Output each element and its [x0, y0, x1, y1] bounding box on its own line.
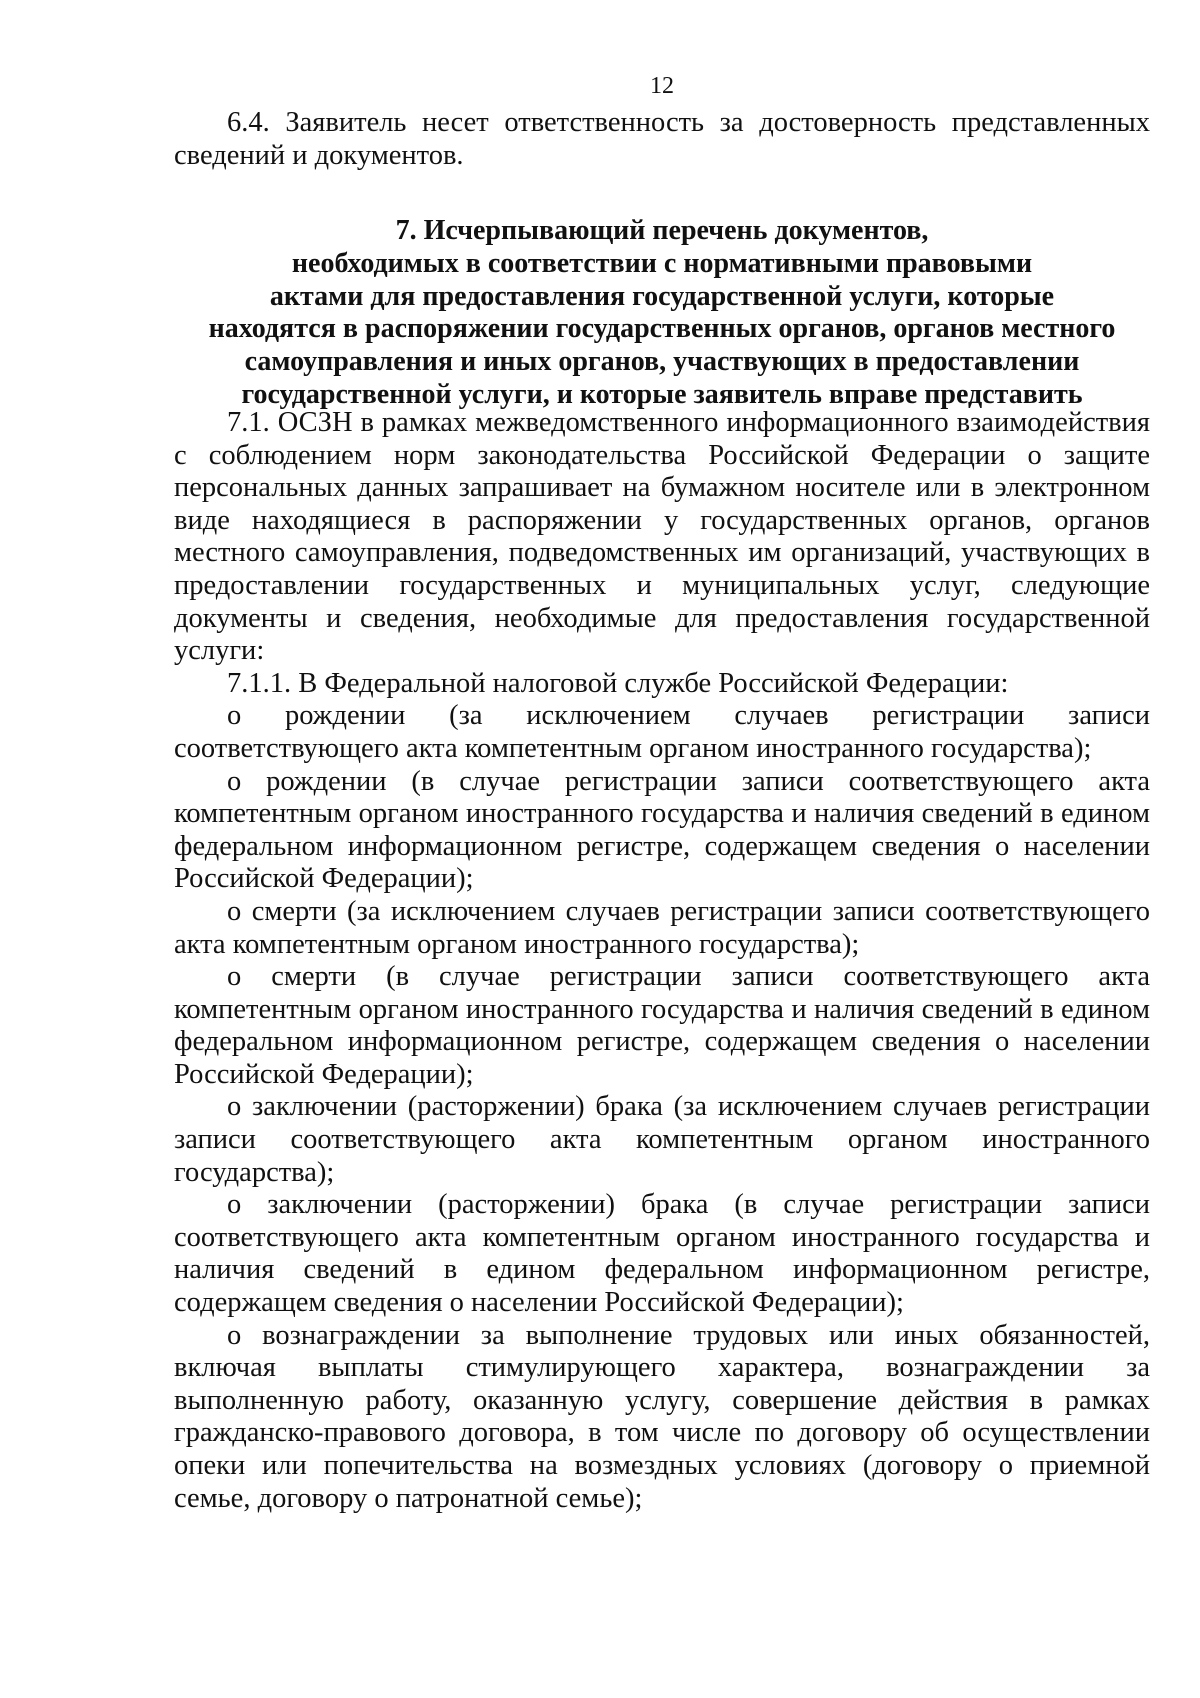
intro-paragraph: 6.4. Заявитель несет ответственность за достоверность представленных сведений и документов.: [174, 107, 1150, 171]
list-item-remuneration: о вознаграждении за выполнение трудовых или иных обязанностей, включая выплаты стимулирующего характера, вознаграждении за выполненную работу, оказанную услугу, совершение действия в рамках гражданско-правового договора, в том числе по договору об осуществлении опеки или попечительства на возмездных условиях (договору о приемной семье, договору о патронатной семье);: [174, 1319, 1150, 1514]
page-number: 12: [650, 73, 674, 99]
list-item-death-foreign: о смерти (в случае регистрации записи соответствующего акта компетентным органом иностранного государства и наличия сведений в едином федеральном информационном регистре, содержащем сведения о населении Российской Федерации);: [174, 961, 1150, 1090]
list-item-birth-foreign: о рождении (в случае регистрации записи соответствующего акта компетентным органом иностранного государства и наличия сведений в едином федеральном информационном регистре, содержащем сведения о населении Российской Федерации);: [174, 765, 1150, 895]
section-heading: 7. Исчерпывающий перечень документов, необходимых в соответствии с нормативными правовыми актами для предоставления государственной услуги, которые находятся в распоряжении государственных органов, органов местного самоуправления и иных органов, участвующих в предоставлении государственной услуги, и которые заявитель вправе представить: [208, 215, 1116, 410]
body-text: [174, 407, 1150, 1515]
paragraph-7-1: 7.1. ОСЗН в рамках межведомственного информационного взаимодействия с соблюдением норм законодательства Российской Федерации о защите персональных данных запрашивает на бумажном носителе или в электронном виде находящиеся в распоряжении у государственных органов, органов местного самоуправления, подведомственных им организаций, участвующих в предоставлении государственных и муниципальных услуг, следующие документы и сведения, необходимые для предоставления государственной услуги:: [174, 407, 1150, 667]
paragraph-7-1-1: 7.1.1. В Федеральной налоговой службе Российской Федерации:: [227, 667, 1009, 699]
intro-paragraph-block: [174, 107, 1150, 172]
list-item-death: о смерти (за исключением случаев регистрации записи соответствующего акта компетентным органом иностранного государства);: [174, 895, 1150, 960]
list-item-marriage-foreign: о заключении (расторжении) брака (в случае регистрации записи соответствующего акта компетентным органом иностранного государства и наличия сведений в едином федеральном информационном регистре, содержащем сведения о населении Российской Федерации);: [174, 1189, 1150, 1319]
list-item-birth: о рождении (за исключением случаев регистрации записи соответствующего акта компетентным органом иностранного государства);: [174, 700, 1150, 764]
list-item-marriage: о заключении (расторжении) брака (за исключением случаев регистрации записи соответствующего акта компетентным органом иностранного государства);: [174, 1091, 1150, 1188]
